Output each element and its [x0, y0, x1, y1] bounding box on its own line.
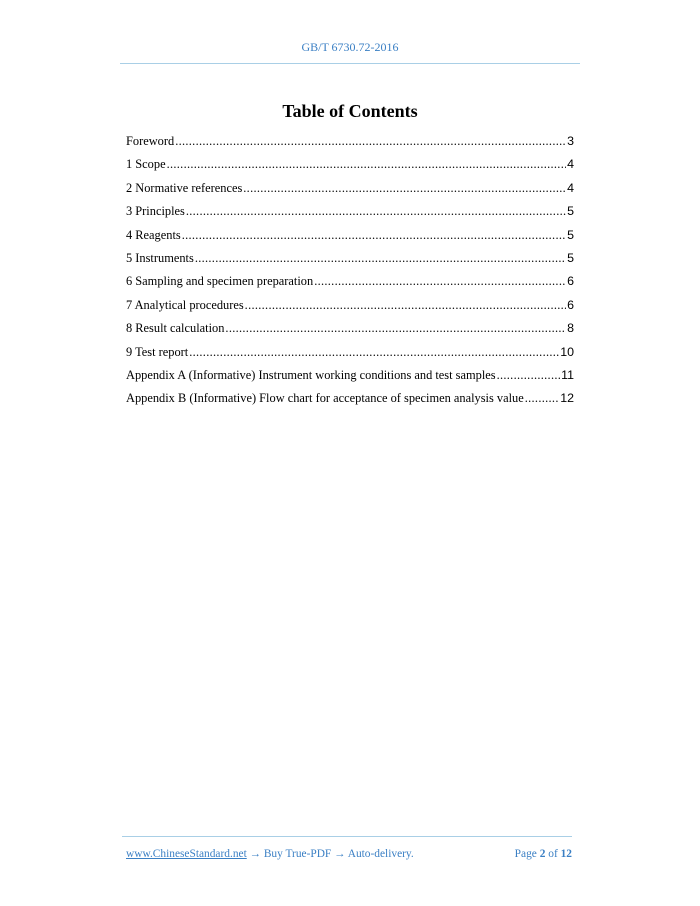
toc-entry-sampling[interactable]	[126, 274, 574, 297]
toc-entry-result-calculation[interactable]	[126, 321, 574, 344]
toc-entry-appendix-a[interactable]	[126, 368, 574, 391]
toc-entry-principles[interactable]	[126, 204, 574, 227]
header-divider	[120, 63, 580, 64]
toc-entry-page: 5	[567, 204, 574, 219]
toc-entry-text: 7 Analytical procedures	[126, 297, 244, 312]
toc-entry-text: 4 Reagents	[126, 227, 181, 242]
toc-entry-page: 4	[567, 157, 574, 172]
toc-entry-reagents[interactable]	[126, 228, 574, 251]
toc-entry-appendix-b[interactable]	[126, 391, 574, 414]
footer-divider	[122, 836, 572, 837]
footer-promo	[126, 848, 414, 860]
toc-entry-text: Foreword	[126, 134, 175, 148]
toc-leader-dots	[195, 251, 566, 266]
toc-entry-page: 6	[567, 297, 574, 312]
toc-entry-text: 5 Instruments	[126, 250, 194, 265]
toc-leader-dots	[182, 228, 566, 243]
page-footer	[126, 848, 572, 860]
website-link[interactable]: www.ChineseStandard.net	[126, 848, 247, 860]
toc-entry-text: 8 Result calculation	[126, 321, 225, 336]
toc-entry-normative-references[interactable]	[126, 181, 574, 204]
header-standard-code: GB/T 6730.72-2016	[301, 40, 399, 54]
toc-title: Table of Contents	[282, 101, 418, 121]
toc-entry-test-report[interactable]	[126, 345, 574, 368]
toc-entry-page: 4	[567, 180, 574, 195]
toc-entry-text: 1 Scope	[126, 157, 166, 172]
toc-list	[126, 134, 574, 415]
toc-leader-dots	[314, 274, 566, 289]
page-current: 2	[539, 848, 546, 860]
toc-entry-page: 3	[567, 134, 574, 148]
toc-leader-dots	[225, 321, 566, 336]
toc-entry-text: Appendix A (Informative) Instrument working conditions and test samples	[126, 367, 496, 382]
page-total: 12	[560, 848, 572, 860]
toc-entry-analytical-procedures[interactable]	[126, 298, 574, 321]
toc-entry-text: 3 Principles	[126, 204, 185, 219]
toc-leader-dots	[167, 157, 567, 172]
toc-leader-dots	[186, 204, 566, 219]
toc-entry-text: 9 Test report	[126, 344, 189, 359]
toc-leader-dots	[525, 391, 559, 406]
toc-entry-scope[interactable]	[126, 157, 574, 180]
toc-leader-dots	[497, 368, 561, 383]
toc-entry-foreword[interactable]	[126, 134, 574, 157]
toc-entry-page: 5	[567, 227, 574, 242]
toc-entry-instruments[interactable]	[126, 251, 574, 274]
footer-promo-text: → Buy True-PDF → Auto-delivery.	[246, 848, 414, 860]
page-of-label: of	[548, 848, 558, 860]
toc-entry-page: 12	[560, 391, 574, 406]
toc-entry-text: Appendix B (Informative) Flow chart for acceptance of specimen analysis value	[126, 391, 524, 406]
toc-entry-text: 2 Normative references	[126, 180, 243, 195]
toc-leader-dots	[189, 345, 559, 360]
toc-entry-page: 5	[567, 250, 574, 265]
toc-entry-page: 11	[561, 367, 574, 382]
toc-entry-page: 6	[567, 274, 574, 289]
toc-entry-page: 10	[560, 344, 574, 359]
toc-leader-dots	[245, 298, 566, 313]
toc-leader-dots	[175, 134, 566, 149]
toc-entry-page: 8	[567, 321, 574, 336]
page-label: Page	[514, 848, 537, 860]
page-number	[515, 848, 572, 860]
toc-entry-text: 6 Sampling and specimen preparation	[126, 274, 314, 289]
toc-leader-dots	[243, 181, 566, 196]
